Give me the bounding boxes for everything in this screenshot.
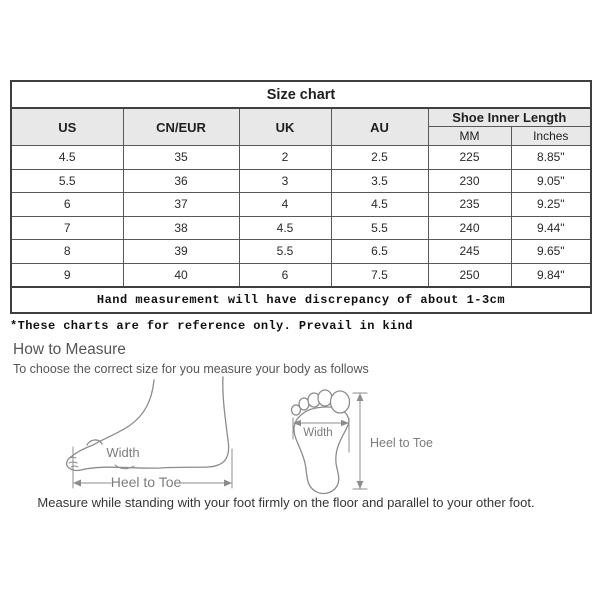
column-header-us: US xyxy=(11,108,123,146)
table-row xyxy=(11,240,591,264)
cell-inches: 9.65" xyxy=(511,240,591,264)
column-header-au: AU xyxy=(331,108,428,146)
footprint-outline-icon xyxy=(292,390,350,493)
side-width-label: Width xyxy=(106,445,140,460)
foot-side-outline-icon xyxy=(67,377,229,470)
cell-us: 8 xyxy=(11,240,123,264)
cell-cneur: 37 xyxy=(123,193,239,217)
table-footnote: Hand measurement will have discrepancy of about 1-3cm xyxy=(11,287,591,313)
cell-uk: 5.5 xyxy=(239,240,331,264)
table-row xyxy=(11,263,591,287)
cell-mm: 225 xyxy=(428,146,511,170)
column-header-uk: UK xyxy=(239,108,331,146)
cell-inches: 9.84" xyxy=(511,263,591,287)
how-to-measure-subheading: To choose the correct size for you measure your body as follows xyxy=(13,362,369,376)
cell-us: 5.5 xyxy=(11,169,123,193)
column-header-cneur: CN/EUR xyxy=(123,108,239,146)
column-header-mm: MM xyxy=(428,127,511,146)
column-header-inches: Inches xyxy=(511,127,591,146)
measure-caption: Measure while standing with your foot firmly on the floor and parallel to your other foot. xyxy=(37,495,535,510)
cell-cneur: 36 xyxy=(123,169,239,193)
cell-au: 5.5 xyxy=(331,216,428,240)
table-row xyxy=(11,193,591,217)
cell-us: 6 xyxy=(11,193,123,217)
cell-uk: 6 xyxy=(239,263,331,287)
reference-disclaimer: *These charts are for reference only. Prevail in kind xyxy=(10,319,413,333)
footprint-width-label: Width xyxy=(303,427,333,439)
table-row xyxy=(11,216,591,240)
cell-uk: 3 xyxy=(239,169,331,193)
cell-uk: 4.5 xyxy=(239,216,331,240)
footprint-heel-to-toe-arrow-icon xyxy=(353,393,367,489)
footprint-diagram xyxy=(280,373,460,508)
foot-side-view-diagram xyxy=(53,373,248,495)
cell-us: 9 xyxy=(11,263,123,287)
cell-inches: 9.05" xyxy=(511,169,591,193)
cell-cneur: 35 xyxy=(123,146,239,170)
cell-au: 4.5 xyxy=(331,193,428,217)
cell-uk: 2 xyxy=(239,146,331,170)
size-chart-table xyxy=(10,80,592,314)
cell-mm: 245 xyxy=(428,240,511,264)
table-title: Size chart xyxy=(11,81,591,108)
cell-au: 7.5 xyxy=(331,263,428,287)
cell-us: 4.5 xyxy=(11,146,123,170)
side-heel-to-toe-label: Heel to Toe xyxy=(110,474,182,490)
cell-au: 3.5 xyxy=(331,169,428,193)
cell-au: 6.5 xyxy=(331,240,428,264)
cell-inches: 9.44" xyxy=(511,216,591,240)
cell-inches: 8.85" xyxy=(511,146,591,170)
cell-mm: 235 xyxy=(428,193,511,217)
how-to-measure-heading: How to Measure xyxy=(13,341,126,358)
cell-mm: 250 xyxy=(428,263,511,287)
table-row xyxy=(11,169,591,193)
cell-us: 7 xyxy=(11,216,123,240)
column-header-inner-length: Shoe Inner Length xyxy=(428,108,591,127)
cell-cneur: 39 xyxy=(123,240,239,264)
cell-mm: 230 xyxy=(428,169,511,193)
cell-uk: 4 xyxy=(239,193,331,217)
footprint-heel-to-toe-label: Heel to Toe xyxy=(370,436,434,450)
cell-mm: 240 xyxy=(428,216,511,240)
cell-cneur: 38 xyxy=(123,216,239,240)
cell-au: 2.5 xyxy=(331,146,428,170)
cell-cneur: 40 xyxy=(123,263,239,287)
table-row xyxy=(11,146,591,170)
cell-inches: 9.25" xyxy=(511,193,591,217)
